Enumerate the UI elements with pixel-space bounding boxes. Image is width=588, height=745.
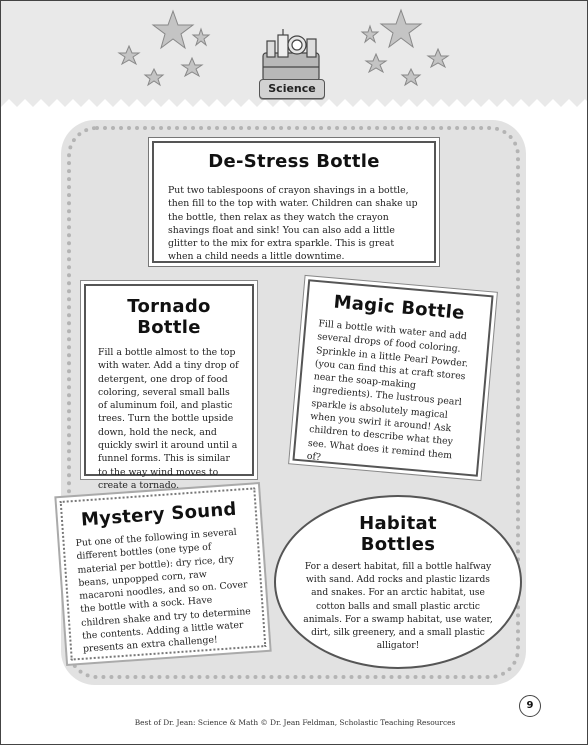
star-icon — [145, 69, 163, 85]
card-title: Magic Bottle — [332, 291, 466, 324]
card-title — [302, 513, 494, 555]
star-icon — [362, 26, 378, 42]
header-decoration — [1, 1, 588, 131]
science-supplies-icon — [263, 29, 319, 81]
card-body: Fill a bottle with water and add several drops of food coloring. Sprinkle in a little Pearl Powder. (you can find this at craft stores near the soap-making ingredients). The lustrous pearl sparkle is absolutely magical when you swirl it around! Ask children to describe what they see. What does it remind them of? — [306, 318, 469, 463]
card-title-line: Habitat — [359, 513, 437, 534]
card-body: Put two tablespoons of crayon shavings in a bottle, then fill to the top with water. Children can shake up the bottle, then relax as they watch the crayon shavings float and sink! You can also add a little glitter to the mix for extra sparkle. This is great when a child needs a little downtime. — [168, 185, 418, 263]
card-body: Fill a bottle almost to the top with water. Add a tiny drop of detergent, one drop of food coloring, several small balls of aluminum foil, and plastic trees. Turn the bottle upside down, hold the neck, and quickly swirl it around until a funnel forms. This is similar to the way wind moves to create a tornado. — [98, 347, 239, 491]
card-tornado-bottle — [84, 284, 254, 491]
page-number: 9 — [519, 695, 541, 717]
star-icon — [153, 11, 193, 48]
star-icon — [193, 29, 209, 45]
footer-credit: Best of Dr. Jean: Science & Math © Dr. Jean Feldman, Scholastic Teaching Resources — [134, 718, 456, 727]
card-destress-bottle — [152, 141, 436, 263]
card-body: Put one of the following in several different bottles (one type of material per bottle): dry rice, dry beans, unpopped corn, raw macaroni noodles, and so on. Cover the bottle with a sock. Have children shake and try to determine the contents. Adding a little water presents an extra challenge! — [75, 526, 252, 656]
star-icon — [182, 58, 202, 76]
card-magic-bottle — [292, 279, 493, 477]
card-title: Mystery Sound — [80, 498, 238, 531]
star-icon — [428, 49, 448, 67]
card-mystery-sound — [60, 487, 267, 660]
star-icon — [119, 46, 139, 64]
star-icon — [402, 69, 420, 85]
star-icon — [381, 10, 421, 47]
section-badge: Science — [259, 79, 325, 99]
card-title: Tornado Bottle — [127, 296, 211, 338]
card-title-line: Bottles — [360, 534, 436, 555]
star-icon — [366, 54, 386, 72]
card-title: De-Stress Bottle — [208, 151, 380, 172]
card-body: For a desert habitat, fill a bottle halfway with sand. Add rocks and plastic lizards and snakes. For an arctic habitat, use cotton balls and small plastic arctic animals. For a swamp habitat, use water, dirt, silk greenery, and a small plastic alligator! — [303, 562, 493, 652]
card-habitat-bottles — [274, 495, 522, 669]
